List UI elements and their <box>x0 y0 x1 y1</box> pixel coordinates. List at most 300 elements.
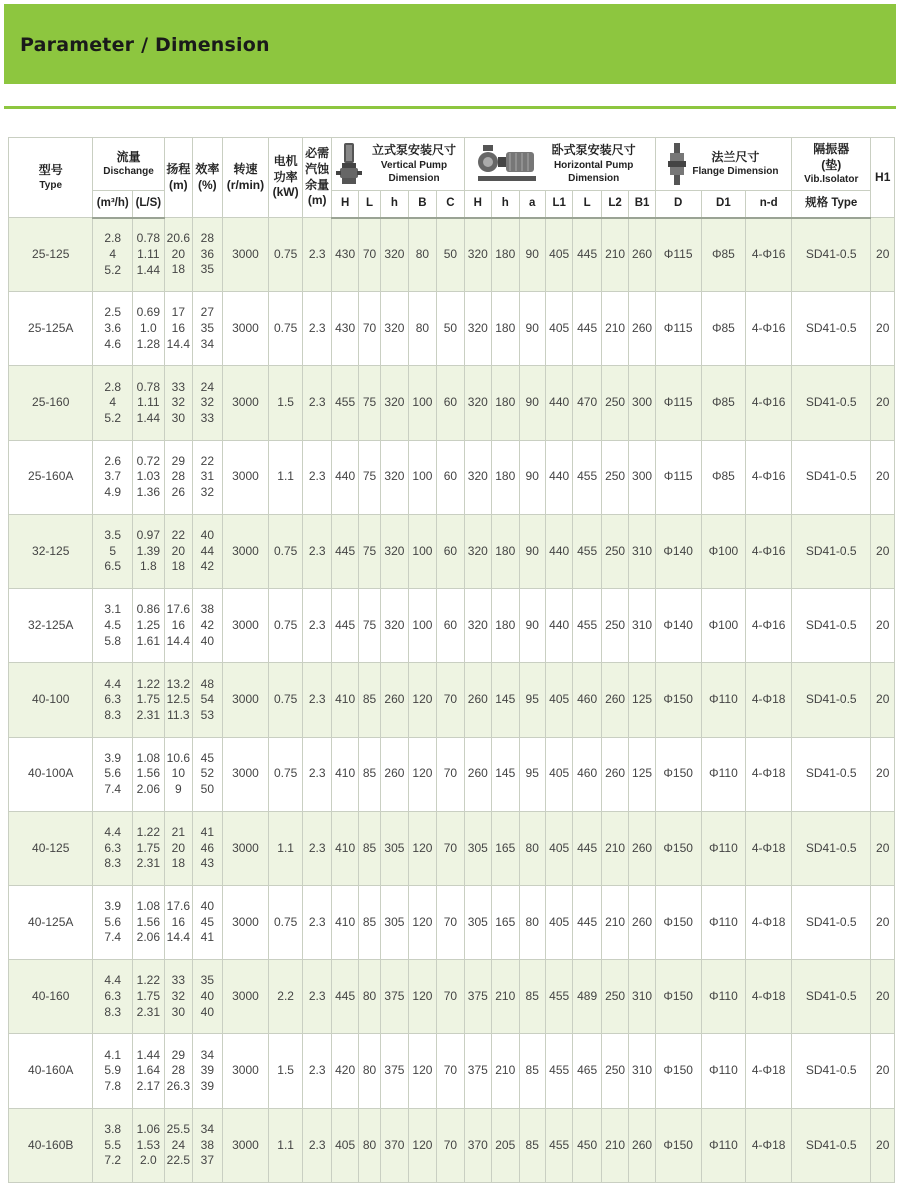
cell-head <box>164 811 192 885</box>
cell-isolator: SD41-0.5 <box>792 960 871 1034</box>
cell-horizontal-h: 320 <box>464 218 491 292</box>
cell-flow-m3h-value: 8.3 <box>104 1004 122 1019</box>
cell-horizontal-l2: 260 <box>601 663 628 737</box>
cell-head-value: 20.6 <box>166 231 191 246</box>
cell-efficiency <box>193 292 222 366</box>
cell-npsh: 2.3 <box>302 960 331 1034</box>
cell-flow-m3h-value: 3.9 <box>104 899 122 914</box>
cell-vertical-c: 70 <box>437 737 464 811</box>
cell-efficiency <box>193 811 222 885</box>
cell-horizontal-l1: 405 <box>545 663 572 737</box>
cell-vertical-small-h: 320 <box>381 366 408 440</box>
cell-horizontal-h: 320 <box>464 589 491 663</box>
cell-horizontal-a: 90 <box>519 218 545 292</box>
cell-vertical-l: 80 <box>358 1034 380 1108</box>
table-row <box>9 440 895 514</box>
cell-vertical-l: 70 <box>358 292 380 366</box>
cell-speed: 3000 <box>222 663 269 737</box>
cell-horizontal-a: 80 <box>519 811 545 885</box>
cell-efficiency-value: 40 <box>200 1004 215 1019</box>
cell-flow-m3h-value: 3.8 <box>104 1121 122 1136</box>
cell-type: 40-160 <box>9 960 93 1034</box>
cell-horizontal-b1: 310 <box>629 589 655 663</box>
cell-horizontal-l2: 260 <box>601 737 628 811</box>
cell-speed: 3000 <box>222 737 269 811</box>
cell-flow-ls <box>133 960 165 1034</box>
cell-horizontal-l: 470 <box>573 366 601 440</box>
cell-vertical-small-h: 375 <box>381 1034 408 1108</box>
header-flange-zh: 法兰尺寸 <box>711 149 760 164</box>
cell-vertical-l: 85 <box>358 737 380 811</box>
cell-flow-ls <box>133 589 165 663</box>
cell-efficiency-value: 40 <box>200 528 215 543</box>
header-vertical-pump <box>332 138 464 191</box>
cell-flow-m3h-value: 2.8 <box>104 231 122 246</box>
cell-vertical-c: 60 <box>437 440 464 514</box>
cell-horizontal-small-h: 180 <box>492 514 519 588</box>
cell-efficiency-value: 32 <box>200 395 215 410</box>
header-flange-en: Flange Dimension <box>692 166 779 178</box>
parameter-table <box>8 137 895 1183</box>
cell-horizontal-a: 90 <box>519 514 545 588</box>
cell-vertical-h: 445 <box>332 960 358 1034</box>
cell-type: 40-160A <box>9 1034 93 1108</box>
cell-head-value: 32 <box>171 989 186 1003</box>
cell-efficiency-value: 41 <box>200 930 215 945</box>
cell-vertical-b: 80 <box>408 218 436 292</box>
cell-flow-ls-value: 2.06 <box>136 781 161 796</box>
header-eff-unit: (%) <box>198 177 217 192</box>
cell-flow-ls <box>133 663 165 737</box>
cell-horizontal-a: 90 <box>519 589 545 663</box>
cell-vertical-b: 120 <box>408 1108 436 1182</box>
cell-flow-m3h-value: 2.8 <box>104 379 122 394</box>
cell-horizontal-l: 455 <box>573 514 601 588</box>
cell-horizontal-l1: 440 <box>545 514 572 588</box>
cell-speed: 3000 <box>222 440 269 514</box>
cell-horizontal-b1: 300 <box>629 440 655 514</box>
cell-flow-ls-value: 2.31 <box>136 1004 161 1019</box>
cell-horizontal-l: 460 <box>573 737 601 811</box>
cell-flow-m3h <box>93 663 133 737</box>
header-vertical-zh: 立式泵安装尺寸 <box>371 143 456 158</box>
cell-flange-d: Φ140 <box>655 589 701 663</box>
cell-head-value: 17.6 <box>166 602 191 617</box>
cell-flow-m3h <box>93 366 133 440</box>
cell-efficiency-value: 32 <box>200 485 215 500</box>
cell-head <box>164 663 192 737</box>
cell-efficiency-value: 42 <box>200 559 215 574</box>
cell-horizontal-a: 80 <box>519 885 545 959</box>
cell-efficiency-value: 53 <box>200 707 215 722</box>
table-row <box>9 218 895 292</box>
cell-flow-ls <box>133 514 165 588</box>
cell-efficiency <box>193 589 222 663</box>
cell-flow-ls-value: 1.22 <box>136 676 161 691</box>
cell-flow-ls <box>133 885 165 959</box>
cell-efficiency <box>193 1108 222 1182</box>
subheader-horizontal-l: L <box>573 191 601 218</box>
table-row <box>9 589 895 663</box>
subheader-flow-m3h: (m³/h) <box>93 191 133 218</box>
cell-horizontal-b1: 260 <box>629 885 655 959</box>
cell-efficiency <box>193 737 222 811</box>
cell-flow-ls-value: 1.44 <box>136 1047 161 1062</box>
cell-horizontal-l1: 440 <box>545 366 572 440</box>
cell-horizontal-a: 90 <box>519 440 545 514</box>
cell-flow-m3h <box>93 960 133 1034</box>
header-flow-zh: 流量 <box>116 149 141 164</box>
cell-vertical-b: 120 <box>408 737 436 811</box>
cell-type: 40-125 <box>9 811 93 885</box>
cell-flow-m3h-value: 4.5 <box>104 617 122 632</box>
cell-head-value: 16 <box>171 617 186 632</box>
cell-efficiency-value: 38 <box>200 1137 215 1152</box>
cell-flow-m3h <box>93 292 133 366</box>
cell-horizontal-b1: 125 <box>629 663 655 737</box>
cell-isolator: SD41-0.5 <box>792 514 871 588</box>
cell-horizontal-l2: 210 <box>601 218 628 292</box>
cell-h1: 20 <box>871 440 895 514</box>
header-speed-zh: 转速 <box>233 161 258 176</box>
subheader-vertical-small-h: h <box>381 191 408 218</box>
cell-flow-m3h-value: 4.4 <box>104 824 122 839</box>
cell-speed: 3000 <box>222 885 269 959</box>
cell-flow-m3h-value: 4.4 <box>104 676 122 691</box>
cell-efficiency-value: 46 <box>200 840 215 855</box>
cell-npsh: 2.3 <box>302 218 331 292</box>
subheader-vertical-c: C <box>437 191 464 218</box>
cell-flange-nd: 4-Φ16 <box>746 440 792 514</box>
cell-horizontal-small-h: 180 <box>492 218 519 292</box>
cell-efficiency-value: 48 <box>200 676 215 691</box>
cell-horizontal-small-h: 165 <box>492 811 519 885</box>
cell-flow-ls <box>133 1108 165 1182</box>
header-h1 <box>871 138 895 218</box>
cell-head-value: 29 <box>171 453 186 468</box>
cell-efficiency-value: 42 <box>200 617 215 632</box>
cell-npsh: 2.3 <box>302 440 331 514</box>
cell-vertical-l: 75 <box>358 514 380 588</box>
cell-type: 40-125A <box>9 885 93 959</box>
subheader-vertical-h: H <box>332 191 358 218</box>
cell-horizontal-l: 460 <box>573 663 601 737</box>
cell-power: 1.1 <box>269 1108 303 1182</box>
cell-efficiency-value: 34 <box>200 1121 215 1136</box>
subheader-horizontal-l1: L1 <box>545 191 572 218</box>
cell-flange-nd: 4-Φ18 <box>746 960 792 1034</box>
cell-speed: 3000 <box>222 514 269 588</box>
cell-flow-ls-value: 1.61 <box>136 633 161 648</box>
cell-flange-d1: Φ110 <box>701 1034 746 1108</box>
cell-flow-ls-value: 1.56 <box>136 914 161 929</box>
cell-flow-ls-value: 1.44 <box>136 262 161 277</box>
cell-efficiency <box>193 885 222 959</box>
cell-vertical-l: 80 <box>358 960 380 1034</box>
header-horizontal-en: Horizontal Pump Dimension <box>553 159 634 184</box>
cell-type: 25-125A <box>9 292 93 366</box>
cell-flow-m3h-value: 3.6 <box>104 321 122 336</box>
cell-vertical-small-h: 320 <box>381 440 408 514</box>
cell-vertical-h: 410 <box>332 737 358 811</box>
cell-type: 25-125 <box>9 218 93 292</box>
header-power-unit: (kW) <box>272 185 299 200</box>
cell-flange-d1: Φ110 <box>701 737 746 811</box>
cell-vertical-c: 70 <box>437 1108 464 1182</box>
cell-flange-d: Φ115 <box>655 440 701 514</box>
cell-h1: 20 <box>871 589 895 663</box>
subheader-isolator-type: 规格 Type <box>792 191 871 218</box>
cell-flow-m3h <box>93 1108 133 1182</box>
cell-flange-d1: Φ85 <box>701 218 746 292</box>
cell-horizontal-l2: 210 <box>601 292 628 366</box>
cell-head-value: 20 <box>171 543 186 558</box>
cell-head-value: 18 <box>171 559 186 574</box>
cell-flange-d: Φ150 <box>655 1034 701 1108</box>
cell-vertical-small-h: 305 <box>381 811 408 885</box>
cell-flow-ls-value: 2.31 <box>136 707 161 722</box>
cell-horizontal-l2: 250 <box>601 514 628 588</box>
header-isolator <box>792 138 871 191</box>
cell-vertical-b: 100 <box>408 589 436 663</box>
cell-head-value: 30 <box>171 1004 186 1019</box>
cell-vertical-h: 420 <box>332 1034 358 1108</box>
cell-flow-m3h <box>93 737 133 811</box>
cell-flow-ls-value: 0.69 <box>136 305 161 320</box>
cell-horizontal-l: 445 <box>573 292 601 366</box>
cell-vertical-l: 75 <box>358 589 380 663</box>
cell-flange-d1: Φ110 <box>701 1108 746 1182</box>
cell-horizontal-b1: 310 <box>629 514 655 588</box>
horizontal-pump-icon <box>476 144 538 184</box>
cell-flow-m3h-value: 7.4 <box>104 930 122 945</box>
header-h1-label: H1 <box>875 169 891 184</box>
cell-flange-d: Φ150 <box>655 737 701 811</box>
cell-head <box>164 589 192 663</box>
cell-head <box>164 737 192 811</box>
cell-horizontal-l: 489 <box>573 960 601 1034</box>
cell-efficiency-value: 40 <box>200 989 215 1003</box>
cell-flange-nd: 4-Φ18 <box>746 811 792 885</box>
cell-efficiency-value: 35 <box>200 262 215 277</box>
cell-power: 0.75 <box>269 514 303 588</box>
cell-power: 0.75 <box>269 663 303 737</box>
cell-flow-ls-value: 1.39 <box>136 543 161 558</box>
header-isolator-en: Vib.Isolator <box>804 174 859 186</box>
cell-flow-ls <box>133 218 165 292</box>
header-power-zh: 电机功率 <box>273 154 298 184</box>
divider-rule <box>4 106 896 109</box>
cell-head <box>164 885 192 959</box>
cell-flow-m3h-value: 5.6 <box>104 766 122 781</box>
cell-horizontal-small-h: 180 <box>492 589 519 663</box>
cell-flow-m3h-value: 8.3 <box>104 707 122 722</box>
cell-isolator: SD41-0.5 <box>792 1034 871 1108</box>
cell-head-value: 18 <box>171 856 186 871</box>
cell-head-value: 33 <box>171 973 186 988</box>
cell-efficiency <box>193 960 222 1034</box>
cell-horizontal-b1: 310 <box>629 1034 655 1108</box>
cell-h1: 20 <box>871 1108 895 1182</box>
cell-flow-m3h-value: 4.1 <box>104 1047 122 1062</box>
cell-npsh: 2.3 <box>302 1108 331 1182</box>
cell-flange-nd: 4-Φ18 <box>746 885 792 959</box>
cell-head <box>164 960 192 1034</box>
cell-horizontal-h: 305 <box>464 811 491 885</box>
cell-horizontal-l2: 250 <box>601 1034 628 1108</box>
subheader-flange-d1: D1 <box>701 191 746 218</box>
header-head-zh: 扬程 <box>166 161 191 176</box>
cell-vertical-b: 120 <box>408 885 436 959</box>
cell-horizontal-a: 85 <box>519 960 545 1034</box>
cell-h1: 20 <box>871 366 895 440</box>
cell-npsh: 2.3 <box>302 514 331 588</box>
cell-flow-ls-value: 1.75 <box>136 840 161 855</box>
cell-efficiency-value: 44 <box>200 543 215 558</box>
subheader-horizontal-small-h: h <box>492 191 519 218</box>
table-row <box>9 960 895 1034</box>
cell-head-value: 14.4 <box>166 930 191 945</box>
cell-horizontal-small-h: 180 <box>492 366 519 440</box>
cell-speed: 3000 <box>222 218 269 292</box>
header-npsh-unit: (m) <box>307 193 327 208</box>
cell-head-value: 9 <box>175 781 182 796</box>
table-row <box>9 514 895 588</box>
cell-flange-d: Φ150 <box>655 663 701 737</box>
cell-horizontal-l: 465 <box>573 1034 601 1108</box>
cell-head <box>164 292 192 366</box>
cell-flow-ls-value: 1.44 <box>136 410 161 425</box>
cell-flange-d1: Φ85 <box>701 440 746 514</box>
cell-head-value: 33 <box>171 379 186 394</box>
cell-horizontal-l2: 210 <box>601 1108 628 1182</box>
table-row <box>9 663 895 737</box>
cell-flow-ls-value: 0.86 <box>136 602 161 617</box>
cell-horizontal-b1: 300 <box>629 366 655 440</box>
cell-power: 0.75 <box>269 885 303 959</box>
cell-power: 1.1 <box>269 440 303 514</box>
cell-head <box>164 514 192 588</box>
cell-flow-m3h-value: 5 <box>109 543 117 558</box>
cell-horizontal-l: 455 <box>573 440 601 514</box>
cell-vertical-h: 430 <box>332 218 358 292</box>
cell-flow-m3h-value: 5.2 <box>104 262 122 277</box>
cell-horizontal-h: 260 <box>464 663 491 737</box>
cell-flow-m3h <box>93 885 133 959</box>
cell-vertical-h: 410 <box>332 885 358 959</box>
cell-flow-m3h-value: 6.3 <box>104 840 122 855</box>
cell-horizontal-h: 260 <box>464 737 491 811</box>
subheader-vertical-b: B <box>408 191 436 218</box>
header-isolator-zh: 隔振器(垫) <box>813 141 850 172</box>
cell-efficiency-value: 43 <box>200 856 215 871</box>
cell-head-value: 28 <box>171 469 186 484</box>
cell-flow-ls-value: 2.31 <box>136 856 161 871</box>
cell-vertical-b: 100 <box>408 366 436 440</box>
cell-vertical-small-h: 260 <box>381 663 408 737</box>
cell-vertical-l: 70 <box>358 218 380 292</box>
cell-flow-ls-value: 1.75 <box>136 692 161 707</box>
cell-efficiency-value: 34 <box>200 1047 215 1062</box>
cell-horizontal-small-h: 210 <box>492 960 519 1034</box>
cell-head <box>164 1108 192 1182</box>
cell-efficiency <box>193 440 222 514</box>
cell-flow-ls-value: 1.75 <box>136 989 161 1003</box>
cell-horizontal-l2: 250 <box>601 589 628 663</box>
cell-speed: 3000 <box>222 1034 269 1108</box>
cell-flow-ls-value: 0.97 <box>136 528 161 543</box>
cell-horizontal-l: 445 <box>573 218 601 292</box>
cell-type: 32-125 <box>9 514 93 588</box>
cell-flow-m3h <box>93 589 133 663</box>
cell-horizontal-b1: 310 <box>629 960 655 1034</box>
cell-vertical-c: 50 <box>437 218 464 292</box>
cell-isolator: SD41-0.5 <box>792 885 871 959</box>
cell-type: 40-100A <box>9 737 93 811</box>
cell-horizontal-l1: 405 <box>545 811 572 885</box>
cell-horizontal-small-h: 205 <box>492 1108 519 1182</box>
cell-h1: 20 <box>871 885 895 959</box>
cell-isolator: SD41-0.5 <box>792 1108 871 1182</box>
cell-horizontal-b1: 260 <box>629 292 655 366</box>
cell-flow-ls <box>133 737 165 811</box>
cell-h1: 20 <box>871 514 895 588</box>
cell-npsh: 2.3 <box>302 1034 331 1108</box>
cell-h1: 20 <box>871 811 895 885</box>
cell-flow-m3h-value: 6.5 <box>104 559 122 574</box>
cell-vertical-l: 85 <box>358 885 380 959</box>
cell-vertical-l: 80 <box>358 1108 380 1182</box>
cell-flange-nd: 4-Φ18 <box>746 663 792 737</box>
cell-power: 0.75 <box>269 218 303 292</box>
cell-flow-m3h-value: 7.4 <box>104 781 122 796</box>
cell-horizontal-small-h: 165 <box>492 885 519 959</box>
cell-flange-d1: Φ85 <box>701 292 746 366</box>
cell-vertical-c: 60 <box>437 514 464 588</box>
header-type <box>9 138 93 218</box>
cell-flow-m3h-value: 5.8 <box>104 633 122 648</box>
cell-flow-m3h-value: 4 <box>109 247 117 262</box>
table-row <box>9 1034 895 1108</box>
cell-flange-nd: 4-Φ16 <box>746 589 792 663</box>
cell-power: 1.5 <box>269 366 303 440</box>
cell-head <box>164 218 192 292</box>
cell-power: 0.75 <box>269 737 303 811</box>
cell-flow-m3h <box>93 440 133 514</box>
cell-vertical-small-h: 320 <box>381 514 408 588</box>
cell-horizontal-a: 95 <box>519 737 545 811</box>
cell-horizontal-small-h: 145 <box>492 737 519 811</box>
subheader-vertical-l: L <box>358 191 380 218</box>
header-power <box>269 138 303 218</box>
cell-head-value: 21 <box>171 824 186 839</box>
cell-speed: 3000 <box>222 589 269 663</box>
cell-horizontal-l2: 250 <box>601 960 628 1034</box>
cell-type: 40-160B <box>9 1108 93 1182</box>
cell-flow-ls-value: 1.56 <box>136 766 161 781</box>
cell-npsh: 2.3 <box>302 663 331 737</box>
cell-isolator: SD41-0.5 <box>792 292 871 366</box>
cell-flange-d1: Φ110 <box>701 885 746 959</box>
cell-head <box>164 1034 192 1108</box>
cell-npsh: 2.3 <box>302 737 331 811</box>
cell-head-value: 26 <box>171 485 186 500</box>
header-flow <box>93 138 164 191</box>
cell-flow-m3h-value: 5.9 <box>104 1063 122 1078</box>
header-speed <box>222 138 269 218</box>
cell-flange-d: Φ140 <box>655 514 701 588</box>
cell-flow-ls-value: 0.78 <box>136 231 161 246</box>
